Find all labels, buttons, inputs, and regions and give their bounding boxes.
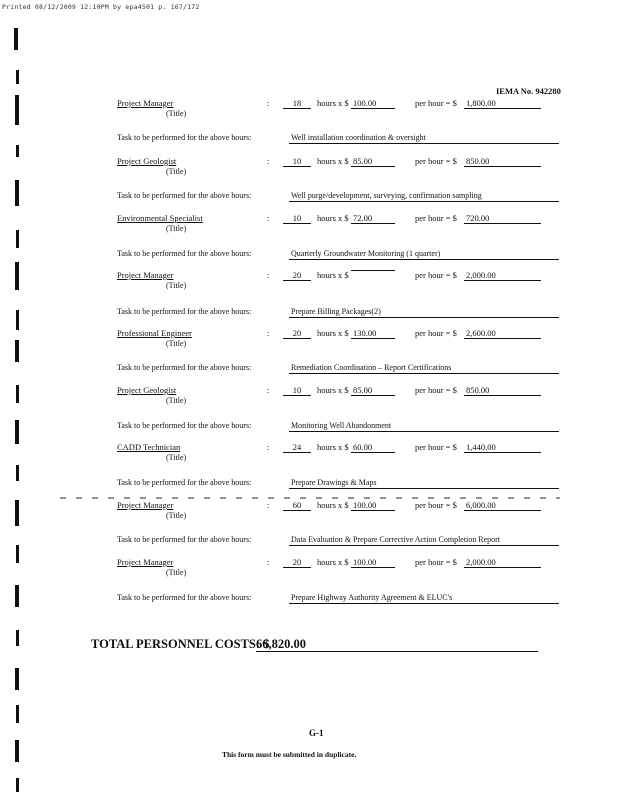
colon: : <box>267 156 270 166</box>
per-hour-label: per hour = $ <box>415 328 457 338</box>
hours-label: hours x $ <box>317 156 349 166</box>
total-personnel-value: 66,820.00 <box>256 637 538 652</box>
line-total: 2,000.00 <box>464 270 541 281</box>
hours-value: 20 <box>283 328 311 339</box>
scan-edge-marks <box>0 0 30 800</box>
rate-value <box>351 270 395 271</box>
per-hour-label: per hour = $ <box>415 98 457 108</box>
rate-value: 100.00 <box>351 557 395 568</box>
rate-value: 72.00 <box>351 213 395 224</box>
per-hour-label: per hour = $ <box>415 385 457 395</box>
form-number: IEMA No. 942280 <box>496 86 561 96</box>
task-label: Task to be performed for the above hours: <box>117 363 252 372</box>
task-label: Task to be performed for the above hours: <box>117 535 252 544</box>
personnel-title: CADD Technician <box>117 442 181 452</box>
hours-label: hours x $ <box>317 328 349 338</box>
title-caption: (Title) <box>166 511 187 520</box>
hours-value: 20 <box>283 270 311 281</box>
task-description: Prepare Highway Authority Agreement & ELUC's <box>289 593 559 604</box>
personnel-entry <box>117 270 567 294</box>
colon: : <box>267 98 270 108</box>
title-caption: (Title) <box>166 224 187 233</box>
hours-label: hours x $ <box>317 442 349 452</box>
hours-label: hours x $ <box>317 557 349 567</box>
colon: : <box>267 270 270 280</box>
rate-value: 100.00 <box>351 98 395 109</box>
hours-value: 10 <box>283 385 311 396</box>
line-total: 850.00 <box>464 156 541 167</box>
personnel-title: Environmental Specialist <box>117 213 203 223</box>
personnel-entry <box>117 385 567 409</box>
hours-value: 20 <box>283 557 311 568</box>
line-total: 6,000.00 <box>464 500 541 511</box>
personnel-entry <box>117 328 567 352</box>
hours-value: 10 <box>283 156 311 167</box>
title-caption: (Title) <box>166 339 187 348</box>
colon: : <box>267 385 270 395</box>
title-caption: (Title) <box>166 281 187 290</box>
task-description: Prepare Billing Packages(2) <box>289 307 559 318</box>
per-hour-label: per hour = $ <box>415 500 457 510</box>
personnel-title: Project Manager <box>117 98 174 108</box>
hours-value: 24 <box>283 442 311 453</box>
task-description: Well installation coordination & oversight <box>289 133 559 144</box>
line-total: 720.00 <box>464 213 541 224</box>
line-total: 1,440.00 <box>464 442 541 453</box>
per-hour-label: per hour = $ <box>415 213 457 223</box>
task-description: Remediation Coordination – Report Certifications <box>289 363 559 374</box>
task-label: Task to be performed for the above hours: <box>117 191 252 200</box>
line-total: 2,600.00 <box>464 328 541 339</box>
total-personnel-costs <box>91 637 306 652</box>
task-label: Task to be performed for the above hours: <box>117 307 252 316</box>
colon: : <box>267 557 270 567</box>
personnel-entry <box>117 156 567 180</box>
rate-value: 85.00 <box>351 156 395 167</box>
task-label: Task to be performed for the above hours: <box>117 593 252 602</box>
personnel-title: Project Geologist <box>117 156 177 166</box>
personnel-title: Project Manager <box>117 557 174 567</box>
rate-value: 85.00 <box>351 385 395 396</box>
personnel-title: Project Geologist <box>117 385 177 395</box>
line-total: 2,000.00 <box>464 557 541 568</box>
personnel-entry <box>117 442 567 466</box>
colon: : <box>267 328 270 338</box>
per-hour-label: per hour = $ <box>415 557 457 567</box>
task-description: Prepare Drawings & Maps <box>289 478 559 489</box>
rate-value: 60.00 <box>351 442 395 453</box>
task-label: Task to be performed for the above hours: <box>117 249 252 258</box>
personnel-entry <box>117 213 567 237</box>
title-caption: (Title) <box>166 568 187 577</box>
personnel-title: Project Manager <box>117 500 174 510</box>
task-description: Data Evaluation & Prepare Corrective Action Completion Report <box>289 535 559 546</box>
per-hour-label: per hour = $ <box>415 156 457 166</box>
hours-label: hours x $ <box>317 385 349 395</box>
hours-label: hours x $ <box>317 213 349 223</box>
fax-header: Printed 08/12/2009 12:10PM by epa4501 p. 167/172 <box>2 3 200 11</box>
hours-value: 60 <box>283 500 311 511</box>
personnel-entry <box>117 500 567 524</box>
hours-label: hours x $ <box>317 98 349 108</box>
line-total: 1,800.00 <box>464 98 541 109</box>
total-personnel-label: TOTAL PERSONNEL COSTS: $ <box>91 637 270 651</box>
task-label: Task to be performed for the above hours: <box>117 478 252 487</box>
title-caption: (Title) <box>166 396 187 405</box>
task-description: Well purge/development, surveying, confirmation sampling <box>289 191 559 202</box>
hours-value: 18 <box>283 98 311 109</box>
colon: : <box>267 442 270 452</box>
per-hour-label: per hour = $ <box>415 270 457 280</box>
personnel-entry <box>117 98 567 122</box>
title-caption: (Title) <box>166 453 187 462</box>
hours-value: 10 <box>283 213 311 224</box>
rate-value: 100.00 <box>351 500 395 511</box>
task-label: Task to be performed for the above hours: <box>117 421 252 430</box>
scan-dash-artifact <box>60 497 560 499</box>
colon: : <box>267 500 270 510</box>
colon: : <box>267 213 270 223</box>
page-number: G-1 <box>309 728 324 738</box>
hours-label: hours x $ <box>317 500 349 510</box>
footer-note: This form must be submitted in duplicate. <box>222 750 357 759</box>
line-total: 850.00 <box>464 385 541 396</box>
title-caption: (Title) <box>166 167 187 176</box>
task-label: Task to be performed for the above hours: <box>117 133 252 142</box>
task-description: Monitoring Well Abandonment <box>289 421 559 432</box>
title-caption: (Title) <box>166 109 187 118</box>
per-hour-label: per hour = $ <box>415 442 457 452</box>
hours-label: hours x $ <box>317 270 349 280</box>
rate-value: 130.00 <box>351 328 395 339</box>
personnel-title: Project Manager <box>117 270 174 280</box>
task-description: Quarterly Groundwater Monitoring (1 quarter) <box>289 249 559 260</box>
personnel-entry <box>117 557 567 581</box>
personnel-title: Professional Engineer <box>117 328 192 338</box>
